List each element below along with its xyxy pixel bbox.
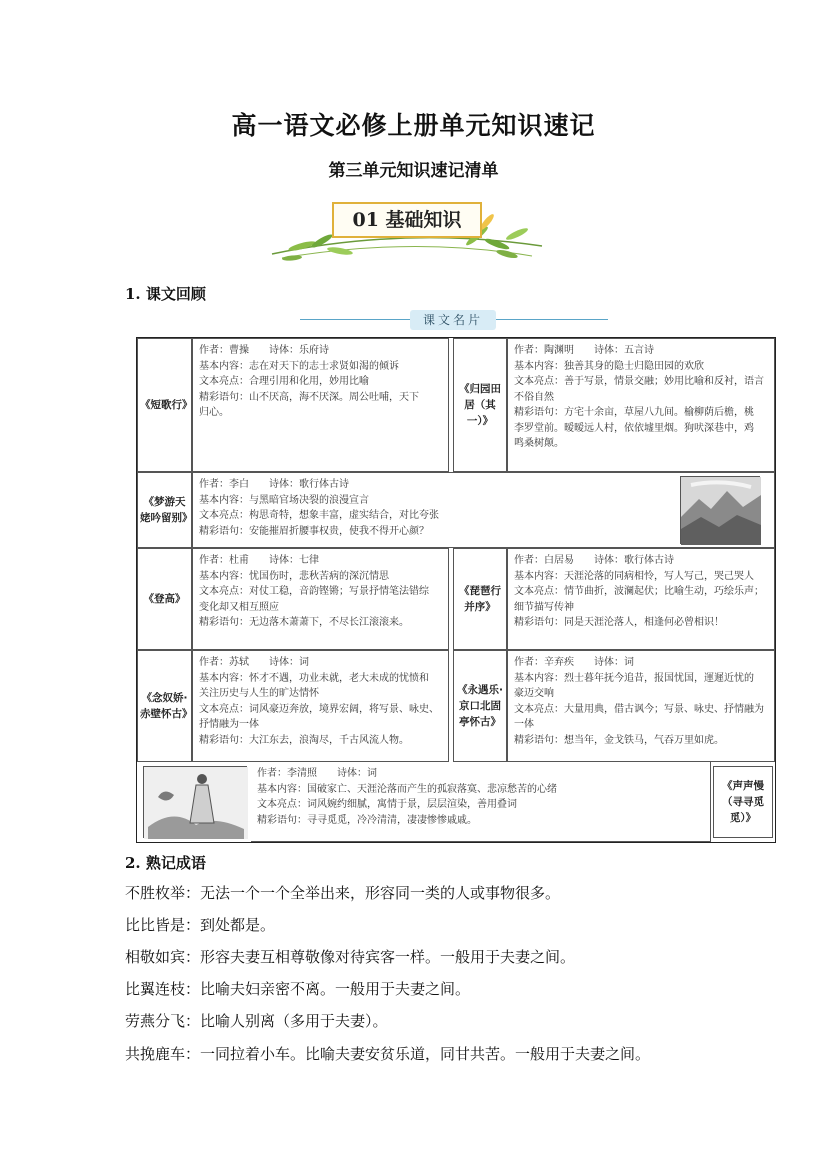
idiom-item: 比比皆是：到处都是。 xyxy=(125,916,276,934)
poem-name: 《归园田居（其一）》 xyxy=(453,338,507,472)
idiom-item: 比翼连枝：比喻夫妇亲密不离。一般用于夫妻之间。 xyxy=(125,980,471,998)
page-subtitle: 第三单元知识速记清单 xyxy=(328,161,499,181)
poem-info: 作者：李清照 诗体：词 基本内容：国破家亡、天涯沦落而产生的孤寂落寞、悲凉愁苦的心绪 文本亮点：词风婉约细腻，寓情于景，层层渲染，善用叠词 精彩语句：寻寻觅觅，冷冷清清，凄凄惨惨戚戚。 xyxy=(251,762,711,842)
poem-info: 作者：陶渊明 诗体：五言诗 基本内容：独善其身的隐士归隐田园的欢欣 文本亮点：善于写景，情景交融；妙用比喻和反衬，语言 不俗自然 精彩语句：方宅十余亩，草屋八九间。榆柳荫后檐，桃 李罗堂前。暧暧远人村，依依墟里烟。狗吠深巷中，鸡 鸣桑树颠。 xyxy=(507,338,775,472)
poem-info: 作者：曹操 诗体：乐府诗 基本内容：志在对天下的志士求贤如渴的倾诉 文本亮点：合理引用和化用，妙用比喻 精彩语句：山不厌高，海不厌深。周公吐哺，天下 归心。 xyxy=(192,338,449,472)
poem-name: 《琵琶行并序》 xyxy=(453,548,507,650)
section-banner xyxy=(262,196,552,266)
idiom-item: 劳燕分飞：比喻人别离（多用于夫妻）。 xyxy=(125,1012,388,1030)
idiom-item: 不胜枚举：无法一个一个全举出来，形容同一类的人或事物很多。 xyxy=(125,884,561,902)
poem-info: 作者：白居易 诗体：歌行体古诗 基本内容：天涯沦落的同病相怜，写人写己，哭己哭人 文本亮点：情节曲折，波澜起伏；比喻生动，巧绘乐声； 细节描写传神 精彩语句：同是天涯沦落人，相逢何必曾相识！ xyxy=(507,548,775,650)
poem-name: 《永遇乐·京口北固亭怀古》 xyxy=(453,650,507,762)
poem-info: 作者：李白 诗体：歌行体古诗 基本内容：与黑暗官场决裂的浪漫宣言 文本亮点：构思奇特，想象丰富，虚实结合，对比夸张 精彩语句：安能摧眉折腰事权贵，使我不得开心颜？ xyxy=(192,472,775,548)
idiom-item: 相敬如宾：形容夫妻互相尊敬像对待宾客一样。一般用于夫妻之间。 xyxy=(125,948,576,966)
poem-name: 《短歌行》 xyxy=(137,338,192,472)
section-heading-idioms: 2. 熟记成语 xyxy=(125,854,206,872)
poem-name: 《登高》 xyxy=(137,548,192,650)
ribbon-label: 课文名片 xyxy=(410,310,496,330)
section-heading-review: 1. 课文回顾 xyxy=(125,285,206,303)
poem-info: 作者：辛弃疾 诗体：词 基本内容：烈士暮年抚今追昔，报国忧国，運遲近忧的 豪迈交响 文本亮点：大量用典，借古讽今；写景、咏史、抒情融为 一体 精彩语句：想当年，金戈铁马，气吞万里如虎。 xyxy=(507,650,775,762)
idiom-item: 共挽鹿车：一同拉着小车。比喻夫妻安贫乐道，同甘共苦。一般用于夫妻之间。 xyxy=(125,1045,651,1063)
ribbon-header xyxy=(300,308,608,332)
poem-info: 作者：苏轼 诗体：词 基本内容：怀才不遇，功业未就，老大未成的忧愤和 关注历史与人生的旷达情怀 文本亮点：词风豪迈奔放，境界宏阔，将写景、咏史、 抒情融为一体 精彩语句：大江东去，浪淘尽，千古风流人物。 xyxy=(192,650,449,762)
banner-label: 01 基础知识 xyxy=(332,202,482,238)
mountain-landscape-image xyxy=(680,476,760,544)
poem-name: 《声声慢（寻寻觅觅）》 xyxy=(713,766,773,838)
poem-name: 《梦游天姥吟留别》 xyxy=(137,472,192,548)
page-title: 高一语文必修上册单元知识速记 xyxy=(231,111,596,140)
poem-info: 作者：杜甫 诗体：七律 基本内容：忧国伤时，悲秋苦病的深沉情思 文本亮点：对仗工稳，音韵铿锵；写景抒情笔法错综 变化却又相互照应 精彩语句：无边落木萧萧下，不尽长江滚滚来。 xyxy=(192,548,449,650)
woman-figure-image xyxy=(143,766,247,838)
poem-name: 《念奴娇·赤壁怀古》 xyxy=(137,650,192,762)
poem-card-table xyxy=(136,337,776,843)
